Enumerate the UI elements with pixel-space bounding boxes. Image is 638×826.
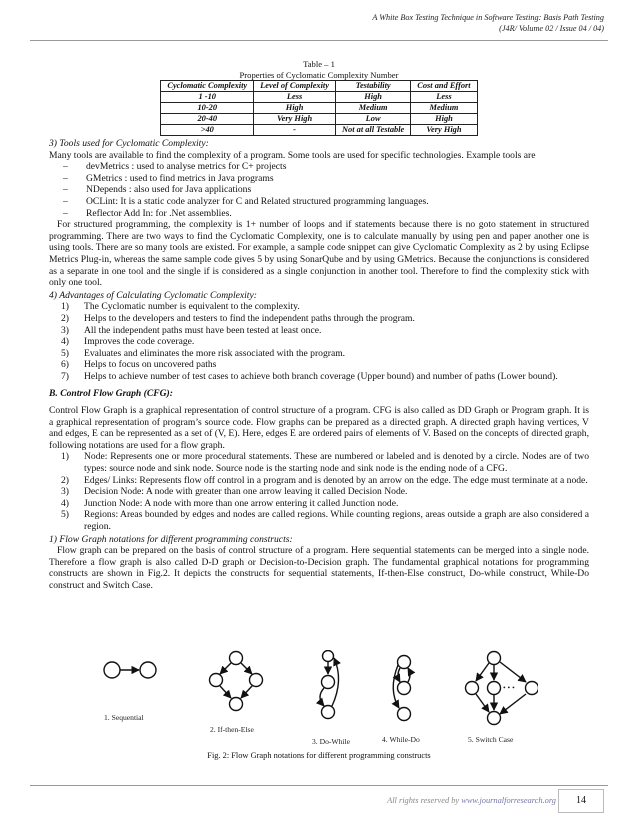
figure-label-switch-case: 5. Switch Case bbox=[468, 735, 514, 744]
section-heading-advantages: 4) Advantages of Calculating Cyclomatic Complexity: bbox=[49, 289, 257, 301]
list-item-text: NDepends : also used for Java applications bbox=[86, 184, 252, 196]
graph-node bbox=[104, 662, 120, 678]
section-heading-cfg: B. Control Flow Graph (CFG): bbox=[49, 388, 173, 400]
table-cell: 20-40 bbox=[161, 114, 254, 125]
table-cell: Less bbox=[411, 92, 477, 103]
footer-text: All rights reserved by bbox=[387, 796, 460, 805]
list-item-text: Junction Node: A node with more than one arrow entering it called Junction node. bbox=[84, 497, 399, 509]
list-item bbox=[61, 348, 589, 360]
header-volume: (J4R/ Volume 02 / Issue 04 / 04) bbox=[499, 24, 604, 33]
list-item bbox=[61, 359, 589, 371]
footer-rule bbox=[30, 785, 608, 786]
page-number: 14 bbox=[558, 789, 604, 813]
list-item bbox=[61, 301, 589, 313]
graph-node bbox=[322, 706, 335, 719]
page-body bbox=[49, 59, 589, 592]
list-number: 5) bbox=[61, 509, 69, 521]
cfg-paragraph: Control Flow Graph is a graphical representation of control structure of a program. CFG is also called as DD Graph or Program graph. It is a graphical representation of program’s source code. Flow graphs can be prepared as a directed graph. A directed graph having vertices, V and edges, E can be represented as a set of (V, E). Here, edges E are ordered pairs of elements of V. Based on the concepts of directed graph, following notations are used for a flow graph. bbox=[49, 405, 589, 451]
tools-paragraph: For structured programming, the complexity is 1+ number of loops and if statements because there is no goto statement in structured programming. There are two ways to find the Cyclomatic Complexity, one is to calculate manually by using pen and paper another one is using tools. There are so many tools are existed. For example, a sample code snippet can give Cyclomatic Complexity as 2 by using Eclipse Metrics Plug-in, whereas the same sample code gives 5 by using SonarQube and by using GMetrics. Because the conjunctions is considered as a separate in one tool and the single if is considered as a single conjunction in another tool. Therefore to find the complexity stick with only one tool. bbox=[49, 219, 589, 289]
footer-rights bbox=[387, 796, 556, 805]
sequential-graph bbox=[104, 662, 156, 678]
tools-intro: Many tools are available to find the complexity of a program. Some tools are used for specific technologies. Example tools are bbox=[49, 149, 536, 161]
graph-node bbox=[398, 682, 411, 695]
graph-edge bbox=[408, 668, 410, 682]
table-cell: High bbox=[254, 103, 336, 114]
list-item-text: Improves the code coverage. bbox=[84, 336, 195, 348]
graph-node bbox=[488, 712, 501, 725]
table-header-cell: Cyclomatic Complexity bbox=[161, 81, 254, 92]
graph-node bbox=[140, 662, 156, 678]
list-item bbox=[61, 475, 589, 487]
complexity-table bbox=[160, 80, 477, 136]
dash-bullet: – bbox=[63, 161, 68, 173]
switch-case-ellipsis: • • • bbox=[503, 683, 515, 692]
section-heading-tools: 3) Tools used for Cyclomatic Complexity: bbox=[49, 138, 209, 149]
list-item-text: Decision Node: A node with greater than one arrow leaving it called Decision Node. bbox=[84, 486, 408, 498]
graph-node bbox=[230, 652, 243, 665]
table-header-cell: Level of Complexity bbox=[254, 81, 336, 92]
figure-label-while-do: 4. While-Do bbox=[382, 735, 420, 744]
list-item-text: GMetrics : used to find metrics in Java programs bbox=[86, 172, 274, 184]
figure-label-if-then-else: 2. If-then-Else bbox=[210, 725, 254, 734]
list-number: 7) bbox=[61, 370, 69, 382]
table-cell: 1 -10 bbox=[161, 92, 254, 103]
list-number: 2) bbox=[61, 312, 69, 324]
table-cell: High bbox=[335, 92, 410, 103]
footer-url-link[interactable]: www.journalforresearch.org bbox=[461, 796, 556, 805]
table-cell: Very High bbox=[254, 114, 336, 125]
graph-edge bbox=[398, 668, 400, 682]
dash-bullet: – bbox=[63, 172, 68, 184]
list-item-text: Node: Represents one or more procedural statements. These are numbered or labeled and is denoted by a circle. Nodes are of two types: source node and sink node. Source node is the starting node and sink node is the ending node of a CFG. bbox=[84, 451, 589, 475]
list-number: 1) bbox=[61, 301, 69, 313]
list-item-text: Edges/ Links: Represents flow off control in a program and is denoted by an arrow on the edge. The edge must terminate at a node. bbox=[84, 474, 588, 486]
graph-node bbox=[488, 682, 501, 695]
table-row bbox=[161, 125, 477, 136]
list-item bbox=[61, 498, 589, 510]
list-item bbox=[61, 509, 589, 532]
table-header-cell: Cost and Effort bbox=[411, 81, 477, 92]
list-item-text: Reflector Add In: for .Net assemblies. bbox=[86, 207, 232, 219]
list-item-text: All the independent paths must have been tested at least once. bbox=[84, 324, 322, 336]
list-number: 4) bbox=[61, 497, 69, 509]
table-cell: Low bbox=[335, 114, 410, 125]
table-cell: High bbox=[411, 114, 477, 125]
graph-node bbox=[398, 708, 411, 721]
header-title: A White Box Testing Technique in Software Testing: Basis Path Testing bbox=[372, 13, 604, 22]
table-cell: Medium bbox=[411, 103, 477, 114]
figure-label-do-while: 3. Do-While bbox=[312, 737, 350, 746]
list-item bbox=[63, 161, 589, 173]
graph-node bbox=[323, 651, 334, 662]
dash-bullet: – bbox=[63, 195, 68, 207]
figure-caption: Fig. 2: Flow Graph notations for different programming constructs bbox=[207, 751, 431, 760]
flow-notations-paragraph: Flow graph can be prepared on the basis of control structure of a program. Here sequential statements can be merged into a single node. Therefore a flow graph is also called D-D graph or Decision-to-Decision graph. The fundamental graphical notations for programming constructs are shown in Fig.2. It depicts the constructs for sequential statements, If-then-Else construct, Do-while construct, While-Do construct and Switch Case. bbox=[49, 545, 589, 591]
table-cell: Less bbox=[254, 92, 336, 103]
list-number: 6) bbox=[61, 359, 69, 371]
table-row bbox=[161, 114, 477, 125]
list-item-text: Regions: Areas bounded by edges and nodes are called regions. While counting regions, areas outside a graph are also considered a region. bbox=[84, 509, 589, 532]
list-number: 4) bbox=[61, 336, 69, 348]
graph-node bbox=[526, 682, 539, 695]
if-then-else-graph bbox=[210, 652, 263, 711]
header-rule bbox=[30, 40, 608, 41]
graph-node bbox=[210, 674, 223, 687]
list-item-text: OCLint: It is a static code analyzer for C and Related structured programming languages. bbox=[86, 195, 429, 207]
graph-edge bbox=[220, 663, 231, 674]
graph-node bbox=[230, 698, 243, 711]
graph-node bbox=[488, 652, 501, 665]
graph-edge bbox=[476, 663, 489, 681]
list-number: 3) bbox=[61, 486, 69, 498]
table-cell: Medium bbox=[335, 103, 410, 114]
dash-bullet: – bbox=[63, 184, 68, 196]
table-header-row bbox=[161, 81, 477, 92]
list-number: 3) bbox=[61, 324, 69, 336]
table-header-cell: Testability bbox=[335, 81, 410, 92]
table-cell: Not at all Testable bbox=[335, 125, 410, 136]
dash-bullet: – bbox=[63, 207, 68, 219]
table-cell: Very High bbox=[411, 125, 477, 136]
list-item bbox=[63, 173, 589, 185]
table-cell: 10-20 bbox=[161, 103, 254, 114]
table-caption-number: Table – 1 bbox=[303, 59, 335, 69]
figure-label-sequential: 1. Sequential bbox=[104, 713, 144, 722]
table-caption-title: Properties of Cyclomatic Complexity Number bbox=[239, 69, 399, 80]
list-item-text: Helps to achieve number of test cases to achieve both branch coverage (Upper bound) and number of paths (Lower bound). bbox=[84, 370, 558, 382]
graph-node bbox=[322, 676, 335, 689]
graph-edge bbox=[500, 662, 526, 682]
graph-edge bbox=[220, 686, 231, 698]
table-cell: >40 bbox=[161, 125, 254, 136]
list-item bbox=[61, 313, 589, 325]
running-header bbox=[372, 12, 604, 34]
graph-node bbox=[250, 674, 263, 687]
list-item-text: The Cyclomatic number is equivalent to the complexity. bbox=[84, 301, 300, 313]
graph-node bbox=[398, 656, 411, 669]
list-item-text: Helps to the developers and testers to find the independent paths through the program. bbox=[84, 312, 415, 324]
flow-graph-diagram bbox=[98, 650, 538, 750]
flow-graph-figure bbox=[98, 650, 538, 750]
list-item bbox=[61, 325, 589, 337]
table-row bbox=[161, 92, 477, 103]
graph-edge bbox=[320, 688, 324, 706]
graph-edge bbox=[500, 694, 526, 714]
list-item bbox=[61, 451, 589, 474]
notation-list bbox=[49, 451, 589, 532]
list-item bbox=[61, 486, 589, 498]
switch-case-graph bbox=[466, 652, 539, 725]
graph-node bbox=[466, 682, 479, 695]
list-item bbox=[61, 336, 589, 348]
advantages-list bbox=[49, 301, 589, 382]
list-number: 2) bbox=[61, 474, 69, 486]
list-item-text: Helps to focus on uncovered paths bbox=[84, 359, 217, 371]
graph-edge bbox=[241, 663, 252, 674]
graph-edge bbox=[241, 686, 252, 698]
list-item bbox=[63, 196, 589, 208]
section-heading-flow-notations: 1) Flow Graph notations for different programming constructs: bbox=[49, 533, 293, 545]
graph-edge bbox=[332, 658, 339, 706]
list-item bbox=[63, 184, 589, 196]
list-number: 5) bbox=[61, 347, 69, 359]
list-item-text: devMetrics : used to analyse metrics for C+ projects bbox=[86, 161, 287, 173]
tools-list bbox=[49, 161, 589, 219]
do-while-graph bbox=[320, 651, 339, 719]
graph-edge bbox=[476, 694, 489, 712]
list-item bbox=[63, 208, 589, 220]
list-item bbox=[61, 371, 589, 383]
table-row bbox=[161, 103, 477, 114]
list-number: 1) bbox=[61, 451, 69, 463]
table-cell: - bbox=[254, 125, 336, 136]
while-do-graph bbox=[393, 656, 410, 721]
list-item-text: Evaluates and eliminates the more risk associated with the program. bbox=[84, 347, 346, 359]
